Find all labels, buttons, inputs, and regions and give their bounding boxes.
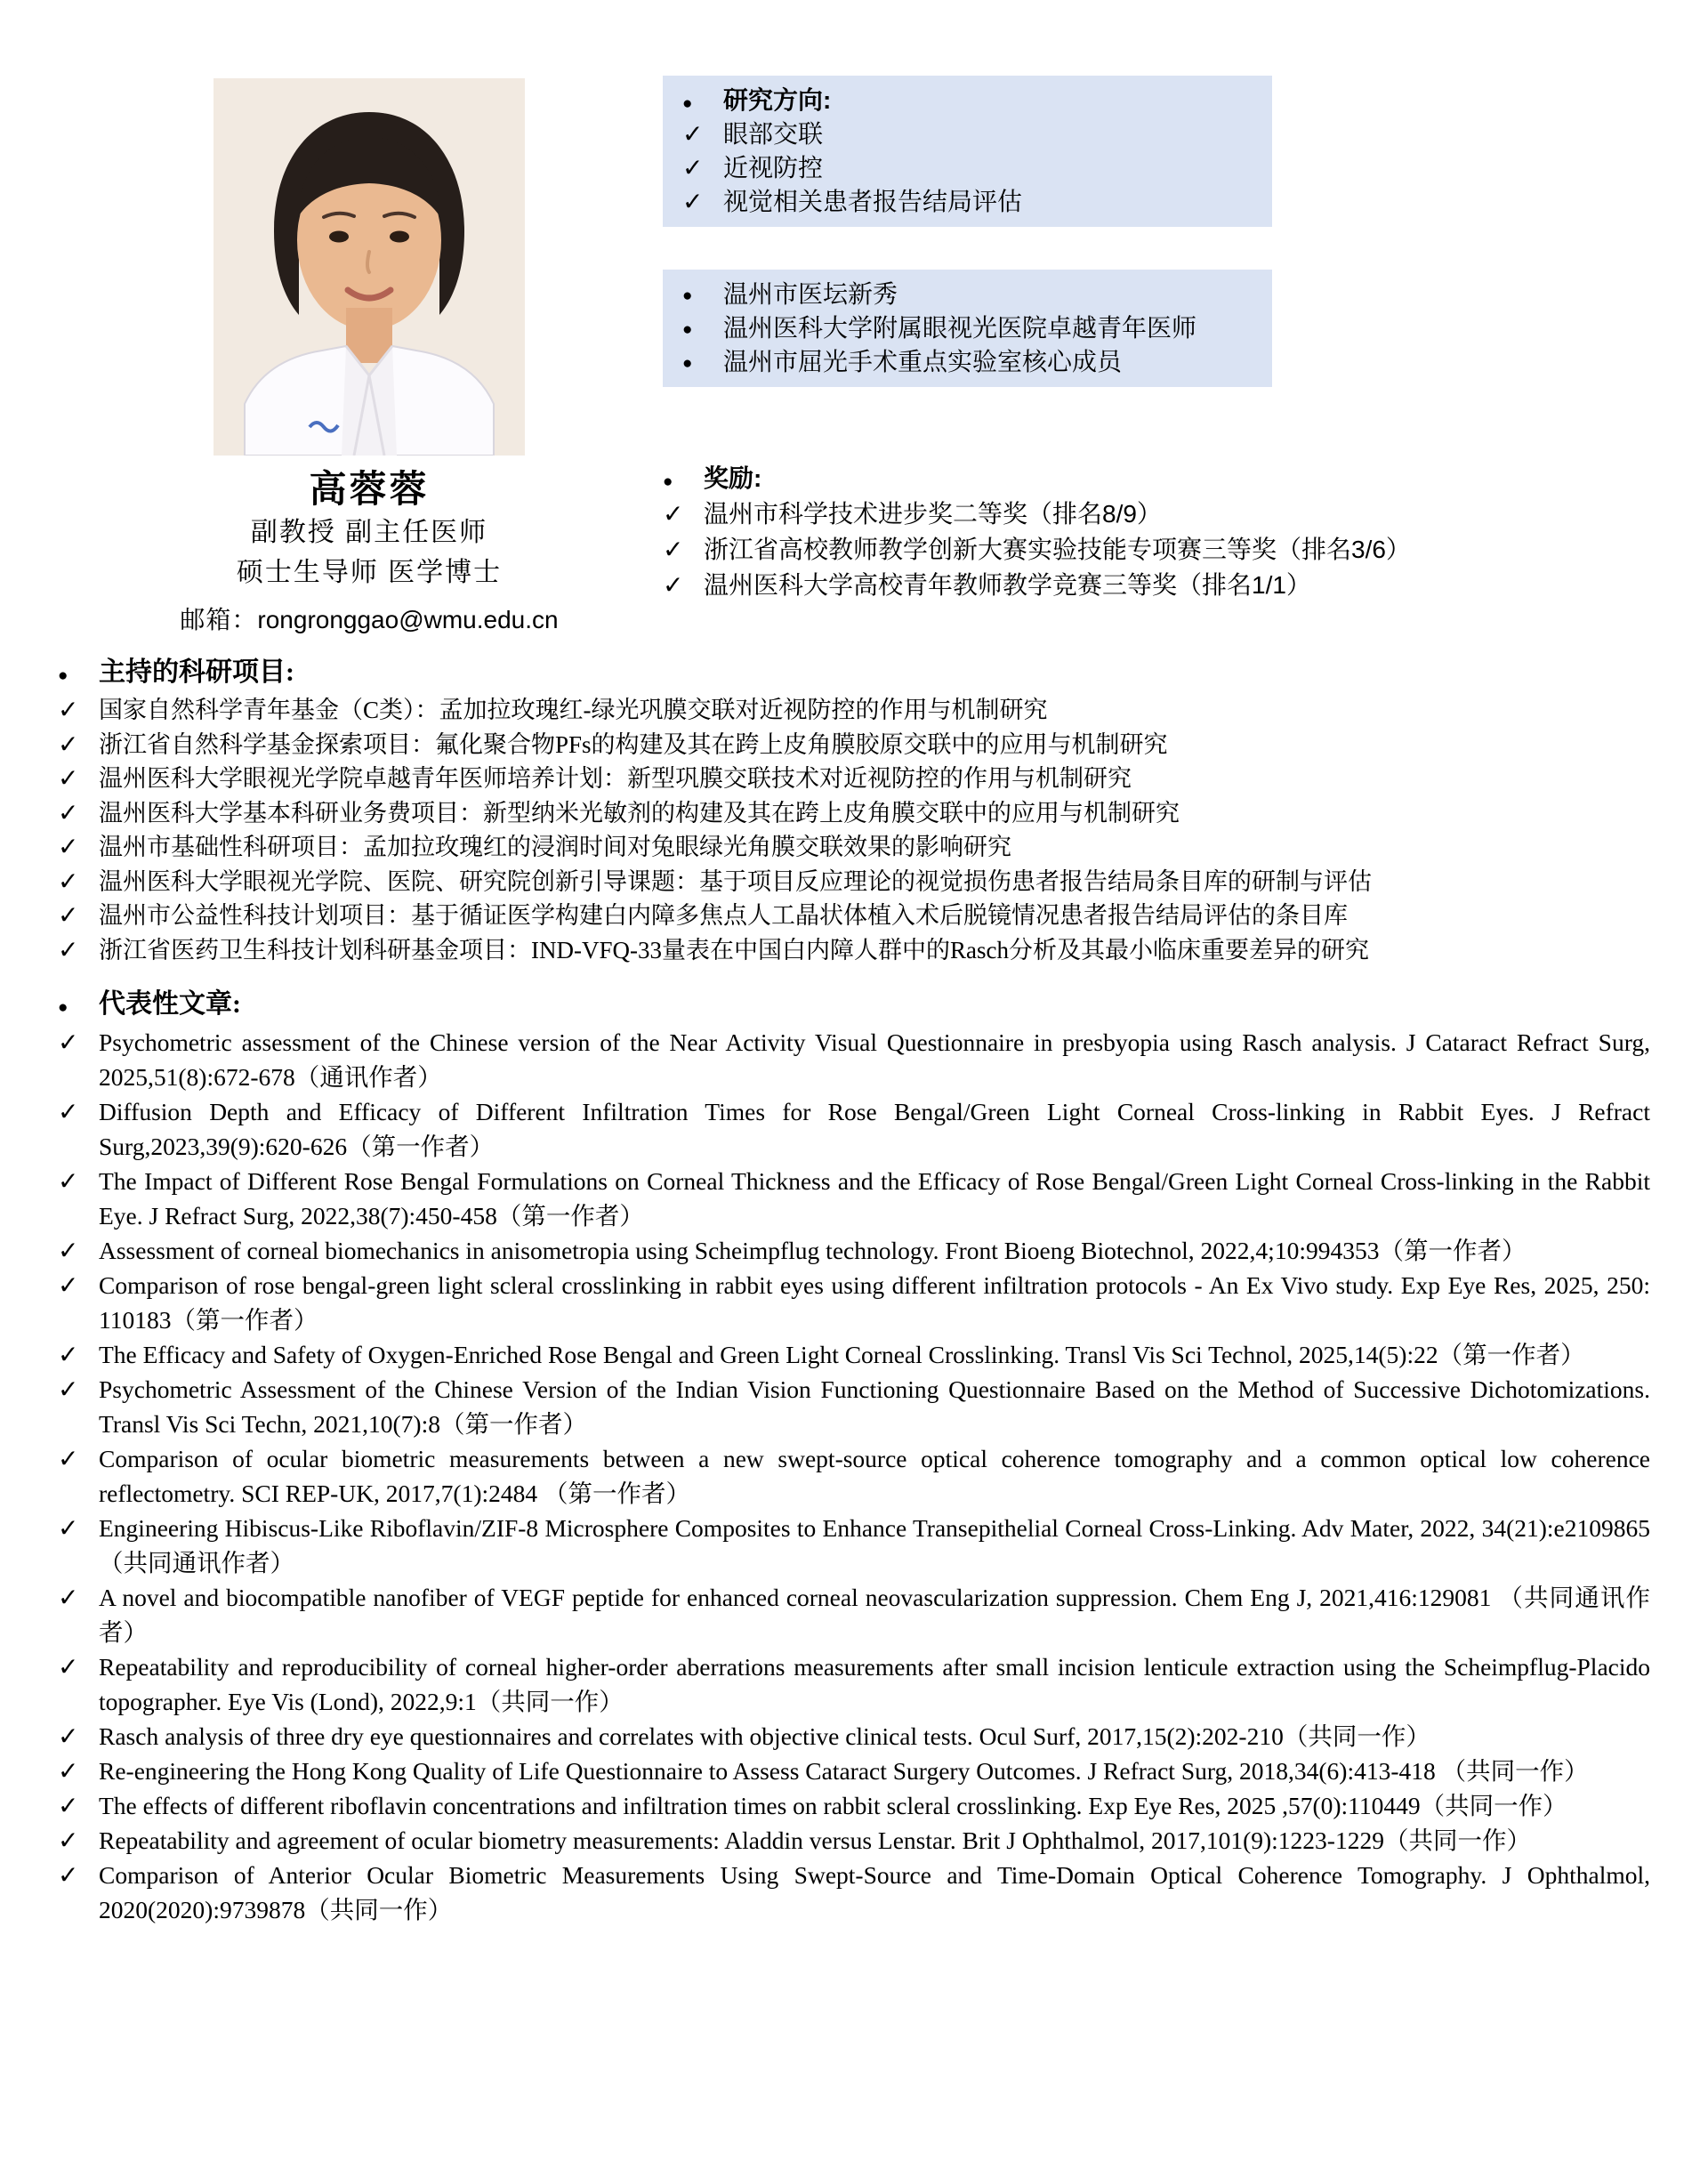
check-icon: ✓ xyxy=(58,1029,79,1057)
bullet-icon: ● xyxy=(682,320,693,339)
check-icon: ✓ xyxy=(58,1515,79,1543)
research-directions-header-text: 研究方向: xyxy=(723,86,832,114)
left-eye xyxy=(329,231,349,243)
check-icon: ✓ xyxy=(58,1342,79,1369)
research-direction-item: ✓ 视觉相关患者报告结局评估 xyxy=(682,185,1253,219)
check-icon: ✓ xyxy=(682,188,704,215)
check-icon: ✓ xyxy=(58,1723,79,1751)
research-direction-item: ✓ 眼部交联 xyxy=(682,117,1253,151)
publication-item: ✓ A novel and biocompatible nanofiber of VEGF peptide for enhanced corneal neovascularization suppression. Chem Eng J, 2021,416:129081 （共同通讯作者） xyxy=(58,1580,1650,1649)
publication-item: ✓ Comparison of ocular biometric measurements between a new swept-source optical coherence tomography and a common optical low coherence reflectometry. SCI REP-UK, 2017,7(1):2484 （第一作者） xyxy=(58,1441,1650,1511)
check-icon: ✓ xyxy=(663,536,684,563)
person-name: 高蓉蓉 xyxy=(309,468,430,510)
bullet-icon: ● xyxy=(682,354,693,373)
check-icon: ✓ xyxy=(58,1862,79,1890)
bullet-icon: ● xyxy=(58,998,68,1017)
research-directions-box xyxy=(663,76,1272,227)
check-icon: ✓ xyxy=(58,1168,79,1196)
publications-header-text: 代表性文章: xyxy=(99,989,241,1019)
right-eye xyxy=(390,231,409,243)
awards-header-text: 奖励: xyxy=(704,464,762,492)
check-icon: ✓ xyxy=(58,697,79,724)
check-icon: ✓ xyxy=(58,730,79,759)
honors-box xyxy=(663,270,1272,387)
profile-block xyxy=(125,466,614,637)
check-icon: ✓ xyxy=(58,834,79,861)
honor-item: ● 温州医科大学附属眼视光医院卓越青年医师 xyxy=(682,311,1253,345)
publication-item: ✓ Assessment of corneal biomechanics in anisometropia using Scheimpflug technology. Front Bioeng Biotechnol, 2022,4;10:994353（第一作者） xyxy=(58,1233,1650,1268)
portrait-photo xyxy=(214,78,525,456)
check-icon: ✓ xyxy=(682,120,704,148)
publication-item: ✓ Comparison of Anterior Ocular Biometric Measurements Using Swept-Source and Time-Domain Optical Coherence Tomography. J Ophthalmol, 2020(2020):9739878（共同一作） xyxy=(58,1858,1650,1927)
research-directions-header xyxy=(682,84,1253,117)
check-icon: ✓ xyxy=(58,902,79,930)
research-direction-item: ✓ 近视防控 xyxy=(682,151,1253,185)
publication-item: ✓ Repeatability and reproducibility of corneal higher-order aberrations measurements after small incision lenticule extraction using the Scheimpflug-Placido topographer. Eye Vis (Lond), 2022,9:1（共同一作） xyxy=(58,1649,1650,1719)
check-icon: ✓ xyxy=(58,936,79,964)
awards-header xyxy=(663,461,1606,496)
publications-header xyxy=(58,986,1650,1023)
project-item: ✓ 浙江省医药卫生科技计划科研基金项目：IND-VFQ-33量表在中国白内障人群中的Rasch分析及其最小临床重要差异的研究 xyxy=(58,933,1650,968)
nose-line xyxy=(367,252,369,272)
bullet-icon: ● xyxy=(58,666,68,685)
honors-list xyxy=(682,278,1253,379)
publication-item: ✓ Repeatability and agreement of ocular biometry measurements: Aladdin versus Lenstar. Brit J Ophthalmol, 2017,101(9):1223-1229（共同一作） xyxy=(58,1823,1650,1858)
publication-item: ✓ The Impact of Different Rose Bengal Formulations on Corneal Thickness and the Efficacy of Rose Bengal/Green Light Corneal Cross-linking in the Rabbit Eye. J Refract Surg, 2022,38(7):450-458（第一作者） xyxy=(58,1164,1650,1233)
project-item: ✓ 温州市公益性科技计划项目：基于循证医学构建白内障多焦点人工晶状体植入术后脱镜情况患者报告结局评估的条目库 xyxy=(58,899,1650,933)
check-icon: ✓ xyxy=(58,1238,79,1265)
email-label: 邮箱： xyxy=(180,606,258,633)
check-icon: ✓ xyxy=(663,500,684,528)
publication-item: ✓ The Efficacy and Safety of Oxygen-Enriched Rose Bengal and Green Light Corneal Crosslinking. Transl Vis Sci Technol, 2025,14(5):22（第一作者） xyxy=(58,1337,1650,1372)
honor-item: ● 温州市医坛新秀 xyxy=(682,278,1253,311)
research-directions-list xyxy=(682,117,1253,219)
awards-section xyxy=(663,461,1606,603)
projects-section xyxy=(58,654,1650,967)
project-item: ✓ 浙江省自然科学基金探索项目：氟化聚合物PFs的构建及其在跨上皮角膜胶原交联中的应用与机制研究 xyxy=(58,728,1650,762)
check-icon: ✓ xyxy=(58,1654,79,1681)
project-item: ✓ 温州医科大学基本科研业务费项目：新型纳米光敏剂的构建及其在跨上皮角膜交联中的应用与机制研究 xyxy=(58,796,1650,831)
project-item: ✓ 温州医科大学眼视光学院卓越青年医师培养计划：新型巩膜交联技术对近视防控的作用与机制研究 xyxy=(58,762,1650,796)
awards-list xyxy=(663,496,1606,603)
bullet-icon: ● xyxy=(663,472,673,491)
publication-item: ✓ Psychometric assessment of the Chinese version of the Near Activity Visual Questionnaire in presbyopia using Rasch analysis. J Cataract Refract Surg, 2025,51(8):672-678（通讯作者） xyxy=(58,1025,1650,1094)
projects-list xyxy=(58,693,1650,967)
check-icon: ✓ xyxy=(58,1793,79,1820)
portrait-illustration xyxy=(214,78,525,456)
email-value: rongronggao@wmu.edu.cn xyxy=(257,606,559,633)
email-row xyxy=(125,603,614,637)
projects-header-text: 主持的科研项目: xyxy=(99,657,294,687)
publications-list xyxy=(58,1025,1650,1927)
publication-item: ✓ Comparison of rose bengal-green light scleral crosslinking in rabbit eyes using different infiltration protocols - An Ex Vivo study. Exp Eye Res, 2025, 250: 110183（第一作者） xyxy=(58,1268,1650,1337)
check-icon: ✓ xyxy=(58,1758,79,1786)
publication-item: ✓ Rasch analysis of three dry eye questionnaires and correlates with objective clinical tests. Ocul Surf, 2017,15(2):202-210（共同一作） xyxy=(58,1719,1650,1754)
check-icon: ✓ xyxy=(58,799,79,827)
check-icon: ✓ xyxy=(663,571,684,599)
project-item: ✓ 国家自然科学青年基金（C类）：孟加拉玫瑰红-绿光巩膜交联对近视防控的作用与机制研究 xyxy=(58,693,1650,728)
check-icon: ✓ xyxy=(58,1272,79,1300)
check-icon: ✓ xyxy=(682,154,704,181)
check-icon: ✓ xyxy=(58,1584,79,1612)
title-line-1: 副教授 副主任医师 xyxy=(250,518,488,547)
award-item: ✓ 浙江省高校教师教学创新大赛实验技能专项赛三等奖（排名3/6） xyxy=(663,532,1606,568)
publication-item: ✓ Engineering Hibiscus-Like Riboflavin/ZIF-8 Microsphere Composites to Enhance Transepithelial Corneal Cross-Linking. Adv Mater, 2022, 34(21):e2109865（共同通讯作者） xyxy=(58,1511,1650,1580)
title-line-2: 硕士生导师 医学博士 xyxy=(236,558,503,587)
project-item: ✓ 温州市基础性科研项目：孟加拉玫瑰红的浸润时间对兔眼绿光角膜交联效果的影响研究 xyxy=(58,830,1650,865)
award-item: ✓ 温州市科学技术进步奖二等奖（排名8/9） xyxy=(663,496,1606,532)
publication-item: ✓ Re-engineering the Hong Kong Quality of Life Questionnaire to Assess Cataract Surgery Outcomes. J Refract Surg, 2018,34(6):413-418 （共同一作） xyxy=(58,1754,1650,1788)
projects-header xyxy=(58,654,1650,691)
publication-item: ✓ The effects of different riboflavin concentrations and infiltration times on rabbit scleral crosslinking. Exp Eye Res, 2025 ,57(0):110449（共同一作） xyxy=(58,1788,1650,1823)
publications-section xyxy=(58,986,1650,1927)
bullet-icon: ● xyxy=(682,94,693,113)
check-icon: ✓ xyxy=(58,1827,79,1855)
bullet-icon: ● xyxy=(682,286,693,305)
check-icon: ✓ xyxy=(58,1099,79,1126)
honor-item: ● 温州市屈光手术重点实验室核心成员 xyxy=(682,345,1253,379)
check-icon: ✓ xyxy=(58,765,79,793)
publication-item: ✓ Diffusion Depth and Efficacy of Different Infiltration Times for Rose Bengal/Green Light Corneal Cross-linking in Rabbit Eyes. J Refract Surg,2023,39(9):620-626（第一作者） xyxy=(58,1094,1650,1164)
check-icon: ✓ xyxy=(58,1446,79,1473)
check-icon: ✓ xyxy=(58,1376,79,1404)
project-item: ✓ 温州医科大学眼视光学院、医院、研究院创新引导课题：基于项目反应理论的视觉损伤患者报告结局条目库的研制与评估 xyxy=(58,865,1650,899)
check-icon: ✓ xyxy=(58,867,79,896)
publication-item: ✓ Psychometric Assessment of the Chinese Version of the Indian Vision Functioning Questionnaire Based on the Method of Successive Dichotomizations. Transl Vis Sci Techn, 2021,10(7):8（第一作者） xyxy=(58,1372,1650,1441)
award-item: ✓ 温州医科大学高校青年教师教学竞赛三等奖（排名1/1） xyxy=(663,568,1606,603)
